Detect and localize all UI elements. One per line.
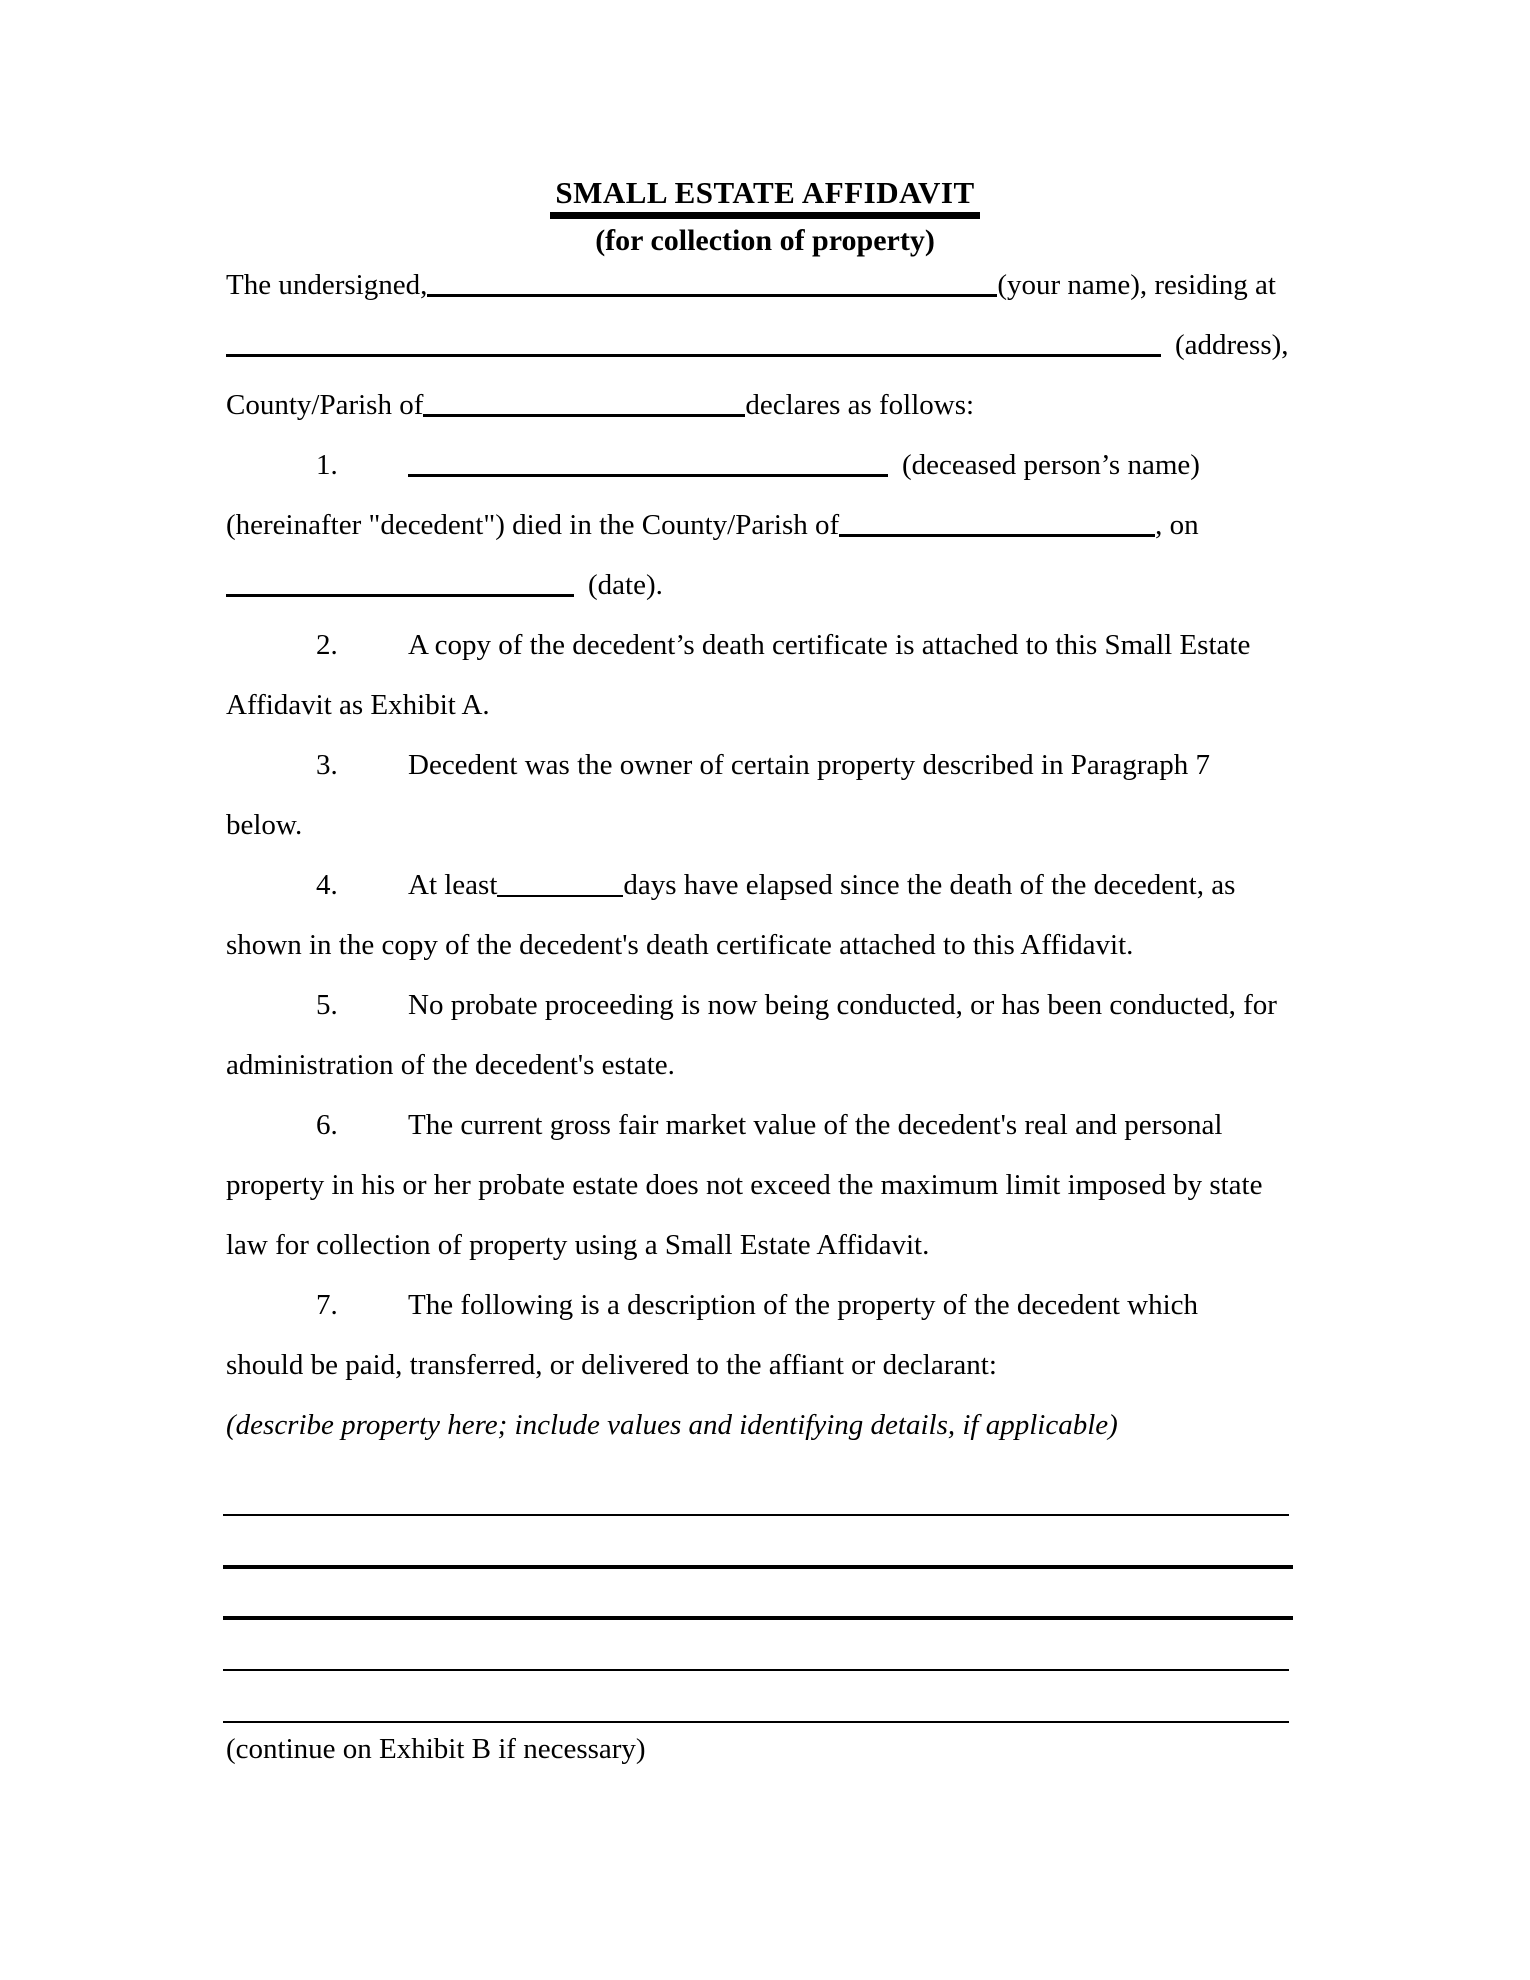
item6-number: 6. <box>316 1109 338 1141</box>
item4-number: 4. <box>316 869 338 901</box>
describe-property-note: (describe property here; include values and identifying details, if applicable) <box>226 1409 1118 1441</box>
document-subtitle: (for collection of property) <box>595 224 935 258</box>
item7-note-line <box>226 1395 1526 1455</box>
item4-line-1 <box>226 855 1526 915</box>
died-in-county-label: (hereinafter "decedent") died in the County/Parish of <box>226 509 840 541</box>
item2-text-2: Affidavit as Exhibit A. <box>226 689 490 721</box>
item4-post-label: days have elapsed since the death of the decedent, as <box>623 869 1236 901</box>
item5-line-2 <box>226 1035 1526 1095</box>
property-write-in-line-4[interactable] <box>223 1669 1289 1671</box>
on-label: , on <box>1155 509 1199 541</box>
item2-number: 2. <box>316 629 338 661</box>
item7-line-1 <box>226 1275 1526 1335</box>
your-name-blank[interactable] <box>427 284 997 297</box>
intro-pre-label: The undersigned, <box>226 269 428 301</box>
item6-line-1 <box>226 1095 1526 1155</box>
item3-text-2: below. <box>226 809 303 841</box>
item6-text-3: law for collection of property using a Small Estate Affidavit. <box>226 1229 930 1261</box>
intro-line-2 <box>226 315 1526 375</box>
item3-number: 3. <box>316 749 338 781</box>
death-date-blank[interactable] <box>226 584 574 597</box>
item7-number: 7. <box>316 1289 338 1321</box>
item3-line-2 <box>226 795 1526 855</box>
item7-text-1: The following is a description of the property of the decedent which <box>408 1289 1199 1321</box>
deceased-name-label: (deceased person’s name) <box>902 449 1200 481</box>
item2-line-2 <box>226 675 1526 735</box>
item6-text-1: The current gross fair market value of the decedent's real and personal <box>408 1109 1223 1141</box>
property-write-in-line-3[interactable] <box>223 1616 1293 1620</box>
item5-text-1: No probate proceeding is now being conducted, or has been conducted, for <box>408 989 1277 1021</box>
days-elapsed-blank[interactable] <box>497 885 623 897</box>
item2-line-1 <box>226 615 1526 675</box>
property-write-in-line-2[interactable] <box>223 1565 1293 1569</box>
item1-number: 1. <box>316 449 338 481</box>
item2-text-1: A copy of the decedent’s death certificate is attached to this Small Estate <box>408 629 1251 661</box>
item6-line-3 <box>226 1215 1526 1275</box>
item3-text-1: Decedent was the owner of certain property described in Paragraph 7 <box>408 749 1211 781</box>
document-title: SMALL ESTATE AFFIDAVIT <box>550 176 979 219</box>
document-header <box>0 176 1530 257</box>
item1-line-3 <box>226 555 1526 615</box>
address-blank[interactable] <box>226 344 1161 357</box>
item5-line-1 <box>226 975 1526 1035</box>
deceased-name-blank[interactable] <box>408 464 888 477</box>
item1-line-2 <box>226 495 1526 555</box>
death-county-blank[interactable] <box>839 524 1155 537</box>
item6-line-2 <box>226 1155 1526 1215</box>
item4-text-2: shown in the copy of the decedent's death certificate attached to this Affidavit. <box>226 929 1134 961</box>
item1-line-1 <box>226 435 1526 495</box>
continue-exhibit-b-note: (continue on Exhibit B if necessary) <box>226 1733 646 1765</box>
item5-text-2: administration of the decedent's estate. <box>226 1049 675 1081</box>
intro-post-label: (your name), residing at <box>997 269 1276 301</box>
intro-line-1 <box>226 255 1526 315</box>
item4-pre-label: At least <box>408 869 498 901</box>
intro-line-3 <box>226 375 1526 435</box>
county-parish-label: County/Parish of <box>226 389 424 421</box>
item7-text-2: should be paid, transferred, or delivered to the affiant or declarant: <box>226 1349 997 1381</box>
document-body <box>226 255 1526 1455</box>
item3-line-1 <box>226 735 1526 795</box>
date-label: (date). <box>588 569 663 601</box>
declares-label: declares as follows: <box>745 389 975 421</box>
county-parish-blank[interactable] <box>423 404 745 417</box>
item7-line-2 <box>226 1335 1526 1395</box>
address-label: (address), <box>1175 329 1289 361</box>
property-write-in-line-1[interactable] <box>223 1514 1289 1516</box>
property-write-in-line-5[interactable] <box>223 1721 1289 1723</box>
item5-number: 5. <box>316 989 338 1021</box>
item6-text-2: property in his or her probate estate does not exceed the maximum limit imposed by state <box>226 1169 1263 1201</box>
item4-line-2 <box>226 915 1526 975</box>
